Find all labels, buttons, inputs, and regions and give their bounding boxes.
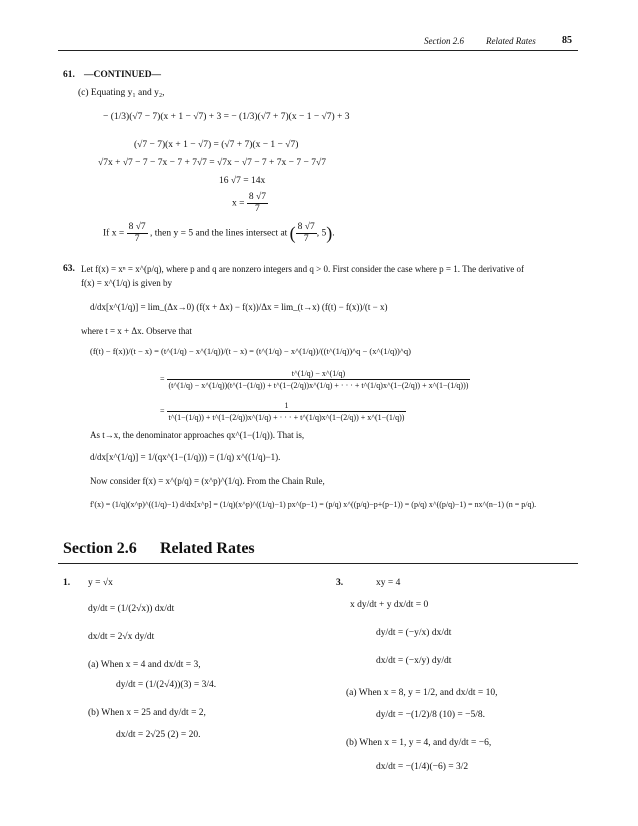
problem-1-part-b: (b) When x = 25 and dy/dt = 2,	[88, 708, 206, 718]
problem-63-as-t: As t→x, the denominator approaches qx^(1−(1/q)). That is,	[90, 430, 305, 440]
observe2-denominator: (t^(1/q) − x^(1/q))(t^(1−(1/q)) + t^(1−(2/q))x^(1/q) + · · · + t^(1/q)x^(1−(2/q)) + x^(1−(1/q)))	[168, 381, 469, 390]
paren-close: )	[326, 223, 333, 243]
problem-3-label: 3.	[336, 578, 344, 588]
problem-63-observe2: = t^(1/q) − x^(1/q) (t^(1/q) − x^(1/q))(t^(1−(1/q)) + t^(1−(2/q))x^(1/q) + · · · + t^(1/q)x^(1−(2/q)) + x^(1−(1/q)))	[160, 369, 469, 390]
problem-63-label: 63.	[63, 264, 75, 274]
conclusion-text: , then y = 5 and the lines intersect at	[150, 228, 288, 239]
observe3-fraction	[167, 400, 407, 423]
problem-63-now: Now consider f(x) = x^(p/q) = (x^p)^(1/q). From the Chain Rule,	[90, 476, 325, 486]
conclusion-denominator: 7	[134, 234, 140, 244]
problem-3-part-b-result: dx/dt = −(1/4)(−6) = 3/2	[376, 762, 469, 772]
problem-3-equation: xy = 4	[376, 578, 401, 588]
problem-61-eq3: √7x + √7 − 7 − 7x − 7 + 7√7 = √7x − √7 − 7 + 7x − 7 − 7√7	[98, 158, 326, 168]
paren-open: (	[289, 223, 296, 243]
page-number: 85	[562, 35, 572, 46]
running-section: Section 2.6	[424, 36, 464, 46]
header-rule	[58, 50, 578, 51]
point-numerator: 8 √7	[297, 222, 315, 232]
conclusion-numerator: 8 √7	[128, 222, 146, 232]
section-heading-number: Section 2.6	[63, 540, 137, 557]
problem-1-part-a: (a) When x = 4 and dx/dt = 3,	[88, 660, 201, 670]
problem-63-where: where t = x + Δx. Observe that	[81, 326, 192, 336]
observe2-fraction	[167, 368, 471, 391]
problem-61-eq2: (√7 − 7)(x + 1 − √7) = (√7 + 7)(x − 1 − √7)	[134, 140, 299, 150]
problem-63-derivative-def: d/dx[x^(1/q)] = lim_(Δx→0) (f(x + Δx) − f(x))/Δx = lim_(t→x) (f(t) − f(x))/(t − x)	[90, 302, 388, 312]
point-denominator: 7	[303, 234, 309, 244]
problem-3-derivative: x dy/dt + y dx/dt = 0	[350, 600, 429, 610]
problem-61-c-intro: (c) Equating y₁ and y₂,	[78, 88, 165, 98]
problem-61-conclusion: If x = $\frac{8 √7}{7}$ , then y = 5 and the lines intersect at ( $\frac{8 √7}{7}$ , 5).	[103, 222, 335, 244]
problem-1-label: 1.	[63, 578, 71, 588]
point-fraction	[296, 222, 317, 245]
section-heading-title: Related Rates	[160, 540, 255, 557]
point-y: , 5	[316, 228, 327, 239]
problem-3-part-b: (b) When x = 1, y = 4, and dy/dt = −6,	[346, 738, 492, 748]
problem-1-derivative: dy/dt = (1/(2√x)) dx/dt	[88, 604, 175, 614]
problem-61-label: 61.	[63, 70, 75, 80]
eq5-lhs: x =	[232, 198, 245, 209]
conclusion-fraction	[127, 222, 148, 245]
problem-63-result: d/dx[x^(1/q)] = 1/(qx^(1−(1/q))) = (1/q) x^((1/q)−1).	[90, 452, 281, 462]
problem-61-eq5	[232, 192, 268, 215]
problem-1-part-a-result: dy/dt = (1/(2√4))(3) = 3/4.	[116, 680, 217, 690]
problem-63-observe1: (f(t) − f(x))/(t − x) = (t^(1/q) − x^(1/q))/(t − x) = (t^(1/q) − x^(1/q))/((t^(1/q))^q − (x^(1/q))^q)	[90, 346, 411, 356]
problem-1-part-b-result: dx/dt = 2√25 (2) = 20.	[116, 730, 201, 740]
eq5-numerator: 8 √7	[248, 192, 266, 202]
problem-1-equation: y = √x	[88, 578, 113, 588]
problem-61-eq1: − (1/3)(√7 − 7)(x + 1 − √7) + 3 = − (1/3)(√7 + 7)(x − 1 − √7) + 3	[103, 112, 350, 122]
problem-63-intro1: Let f(x) = xⁿ = x^(p/q), where p and q are nonzero integers and q > 0. First consider the case where p = 1. The derivative of	[81, 264, 525, 274]
problem-3-part-a: (a) When x = 8, y = 1/2, and dx/dt = 10,	[346, 688, 498, 698]
observe3-denominator: t^(1−(1/q)) + t^(1−(2/q))x^(1/q) + · · · + t^(1/q)x^(1−(2/q)) + x^(1−(1/q))	[168, 413, 405, 422]
problem-63-intro2: f(x) = x^(1/q) is given by	[81, 278, 173, 288]
running-title: Related Rates	[486, 36, 536, 46]
section-rule	[58, 563, 578, 564]
eq5-fraction	[247, 192, 268, 215]
observe2-numerator: t^(1/q) − x^(1/q)	[167, 368, 471, 380]
problem-61-continued: —CONTINUED—	[84, 70, 162, 80]
conclusion-prefix: If x =	[103, 228, 125, 239]
problem-3-dy-dt: dy/dt = (−y/x) dx/dt	[376, 628, 452, 638]
problem-3-part-a-result: dy/dt = −(1/2)/8 (10) = −5/8.	[376, 710, 486, 720]
problem-63-chain: f′(x) = (1/q)(x^p)^((1/q)−1) d/dx[x^p] = (1/q)(x^p)^((1/q)−1) px^(p−1) = (p/q) x^((p/q)−p+(p−1)) = (p/q) x^((p/q)−1) = nx^(n−1) (n = p/q).	[90, 500, 537, 509]
problem-1-solve: dx/dt = 2√x dy/dt	[88, 632, 155, 642]
observe3-numerator: 1	[167, 400, 407, 412]
problem-63-observe3: = 1 t^(1−(1/q)) + t^(1−(2/q))x^(1/q) + · · · + t^(1/q)x^(1−(2/q)) + x^(1−(1/q))	[160, 401, 405, 422]
problem-3-dx-dt: dx/dt = (−x/y) dy/dt	[376, 656, 452, 666]
problem-61-eq4: 16 √7 = 14x	[219, 176, 266, 186]
eq5-denominator: 7	[255, 204, 260, 214]
